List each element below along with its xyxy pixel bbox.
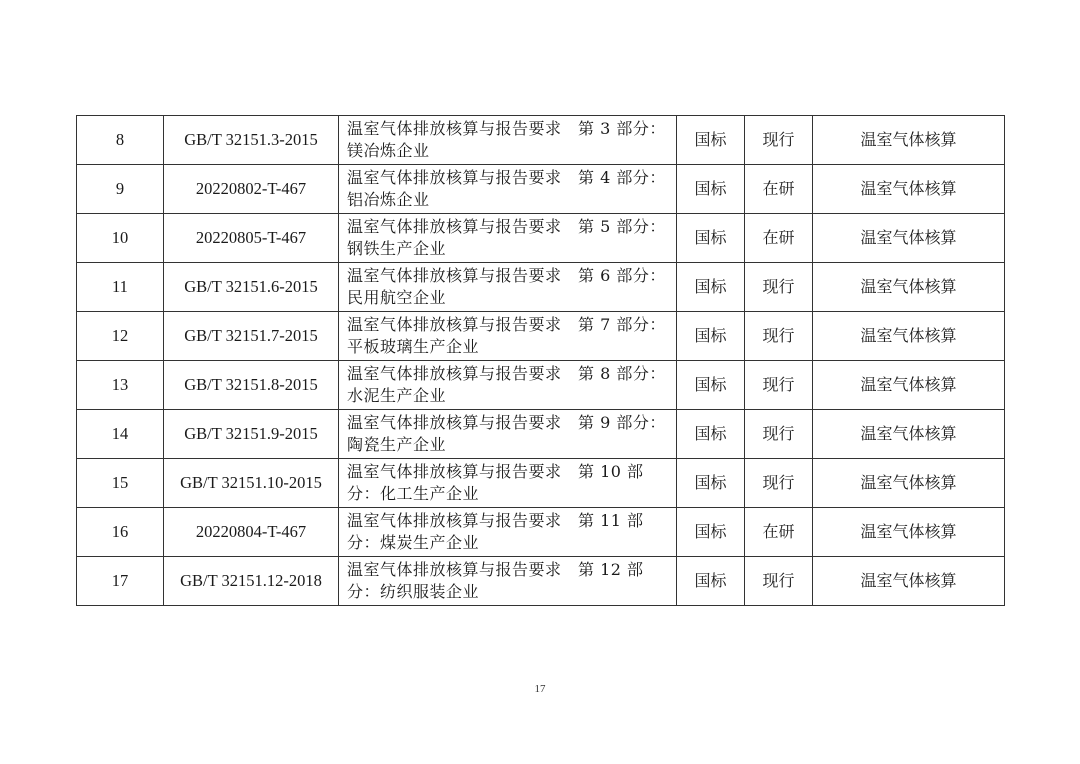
standard-name-cell: 温室气体排放核算与报告要求 第 12 部分：纺织服装企业 bbox=[339, 557, 677, 606]
standard-status-cell: 现行 bbox=[745, 361, 813, 410]
table-row bbox=[77, 410, 1005, 459]
standard-category-cell: 温室气体核算 bbox=[813, 165, 1005, 214]
standard-name-cell: 温室气体排放核算与报告要求 第 4 部分：铝冶炼企业 bbox=[339, 165, 677, 214]
row-number-cell: 11 bbox=[77, 263, 164, 312]
standard-category-cell: 温室气体核算 bbox=[813, 263, 1005, 312]
standard-name-cell: 温室气体排放核算与报告要求 第 9 部分：陶瓷生产企业 bbox=[339, 410, 677, 459]
row-number-cell: 16 bbox=[77, 508, 164, 557]
row-number-cell: 10 bbox=[77, 214, 164, 263]
standard-category-cell: 温室气体核算 bbox=[813, 361, 1005, 410]
standard-type-cell: 国标 bbox=[677, 312, 745, 361]
table-row bbox=[77, 361, 1005, 410]
standard-code-cell: GB/T 32151.9-2015 bbox=[164, 410, 339, 459]
standards-table bbox=[76, 115, 1005, 606]
standard-status-cell: 现行 bbox=[745, 459, 813, 508]
standard-type-cell: 国标 bbox=[677, 116, 745, 165]
standard-code-cell: GB/T 32151.10-2015 bbox=[164, 459, 339, 508]
standard-status-cell: 在研 bbox=[745, 214, 813, 263]
table-row bbox=[77, 116, 1005, 165]
standard-code-cell: GB/T 32151.7-2015 bbox=[164, 312, 339, 361]
row-number-cell: 13 bbox=[77, 361, 164, 410]
standard-name-cell: 温室气体排放核算与报告要求 第 5 部分：钢铁生产企业 bbox=[339, 214, 677, 263]
standard-name-cell: 温室气体排放核算与报告要求 第 11 部分：煤炭生产企业 bbox=[339, 508, 677, 557]
standard-type-cell: 国标 bbox=[677, 410, 745, 459]
table-row bbox=[77, 214, 1005, 263]
standard-name-cell: 温室气体排放核算与报告要求 第 7 部分：平板玻璃生产企业 bbox=[339, 312, 677, 361]
standard-name-cell: 温室气体排放核算与报告要求 第 3 部分：镁冶炼企业 bbox=[339, 116, 677, 165]
standard-category-cell: 温室气体核算 bbox=[813, 410, 1005, 459]
table-row bbox=[77, 508, 1005, 557]
standard-status-cell: 在研 bbox=[745, 508, 813, 557]
table-row bbox=[77, 459, 1005, 508]
standard-type-cell: 国标 bbox=[677, 361, 745, 410]
standard-code-cell: GB/T 32151.12-2018 bbox=[164, 557, 339, 606]
standard-status-cell: 现行 bbox=[745, 410, 813, 459]
table-row bbox=[77, 165, 1005, 214]
standard-type-cell: 国标 bbox=[677, 263, 745, 312]
standard-name-cell: 温室气体排放核算与报告要求 第 8 部分：水泥生产企业 bbox=[339, 361, 677, 410]
standard-code-cell: GB/T 32151.3-2015 bbox=[164, 116, 339, 165]
standard-category-cell: 温室气体核算 bbox=[813, 557, 1005, 606]
standard-code-cell: 20220802-T-467 bbox=[164, 165, 339, 214]
standard-code-cell: GB/T 32151.6-2015 bbox=[164, 263, 339, 312]
row-number-cell: 12 bbox=[77, 312, 164, 361]
standard-category-cell: 温室气体核算 bbox=[813, 459, 1005, 508]
standard-category-cell: 温室气体核算 bbox=[813, 214, 1005, 263]
standard-name-cell: 温室气体排放核算与报告要求 第 6 部分：民用航空企业 bbox=[339, 263, 677, 312]
standard-type-cell: 国标 bbox=[677, 557, 745, 606]
standard-category-cell: 温室气体核算 bbox=[813, 312, 1005, 361]
row-number-cell: 17 bbox=[77, 557, 164, 606]
table-body bbox=[77, 116, 1005, 606]
standard-category-cell: 温室气体核算 bbox=[813, 508, 1005, 557]
standard-name-cell: 温室气体排放核算与报告要求 第 10 部分：化工生产企业 bbox=[339, 459, 677, 508]
standard-status-cell: 在研 bbox=[745, 165, 813, 214]
standard-category-cell: 温室气体核算 bbox=[813, 116, 1005, 165]
standard-status-cell: 现行 bbox=[745, 312, 813, 361]
row-number-cell: 9 bbox=[77, 165, 164, 214]
standard-type-cell: 国标 bbox=[677, 508, 745, 557]
standard-code-cell: 20220804-T-467 bbox=[164, 508, 339, 557]
row-number-cell: 8 bbox=[77, 116, 164, 165]
table-row bbox=[77, 557, 1005, 606]
standard-code-cell: GB/T 32151.8-2015 bbox=[164, 361, 339, 410]
standard-type-cell: 国标 bbox=[677, 214, 745, 263]
standard-type-cell: 国标 bbox=[677, 165, 745, 214]
row-number-cell: 15 bbox=[77, 459, 164, 508]
row-number-cell: 14 bbox=[77, 410, 164, 459]
standard-type-cell: 国标 bbox=[677, 459, 745, 508]
page-number: 17 bbox=[534, 683, 546, 695]
table-row bbox=[77, 263, 1005, 312]
table-row bbox=[77, 312, 1005, 361]
standard-code-cell: 20220805-T-467 bbox=[164, 214, 339, 263]
standard-status-cell: 现行 bbox=[745, 557, 813, 606]
standard-status-cell: 现行 bbox=[745, 263, 813, 312]
standard-status-cell: 现行 bbox=[745, 116, 813, 165]
